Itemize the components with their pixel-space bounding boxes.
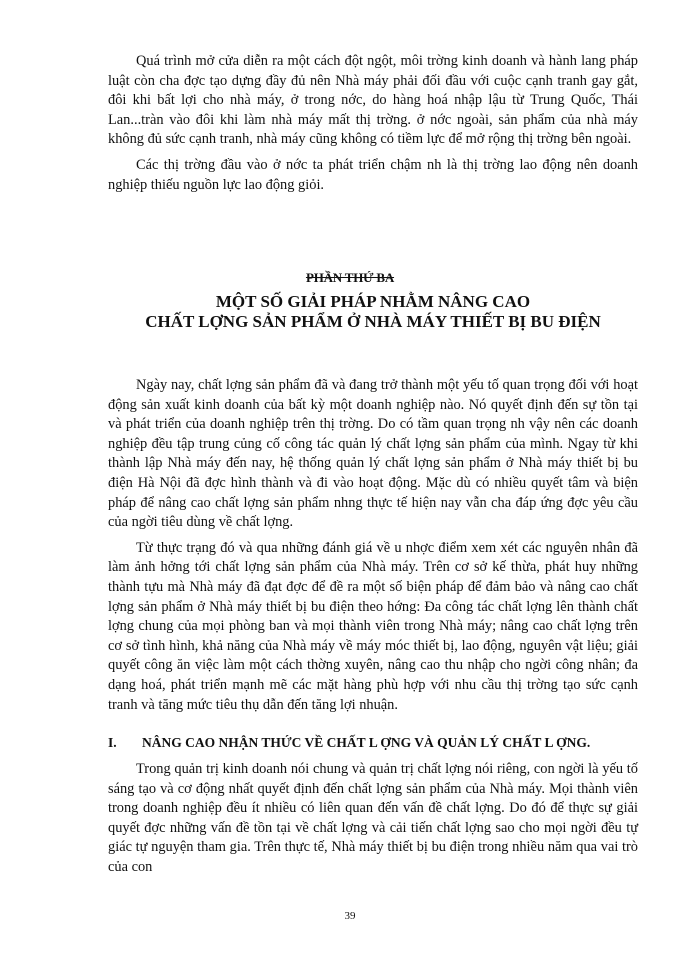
paragraph: Từ thực trạng đó và qua những đánh giá về u nhợc điểm xem xét các nguyên nhân đã làm ảnh hởng tới chất lợng sản phẩm của Nhà máy. Trên cơ sở kế thừa, phát huy những thành tựu mà Nhà máy đã đạt đợc để đề ra một số biện pháp để đảm bảo và nâng cao chất lợng sản phẩm ở Nhà máy thiết bị bu điện theo hớng: Đa công tác chất lợng lên thành chất lợng chung của mọi phòng ban và mọi thành viên trong Nhà máy; nâng cao chất lợng trên cơ sở tình hình, khả năng của Nhà máy về máy móc thiết bị, lao động, nguyên vật liệu; giải quyết công ăn việc làm một cách thờng xuyên, nâng cao thu nhập cho ngời công nhân; đa dạng hoá, phát triển mạnh mẽ các mặt hàng phù hợp với nhu cầu thị trờng tạo sức cạnh tranh và tăng mức tiêu thụ dẫn đến tăng lợi nhuận.	[108, 539, 638, 713]
paragraph: Quá trình mở cửa diễn ra một cách đột ngột, môi trờng kinh doanh và hành lang pháp luật còn cha đợc tạo dựng đầy đủ nên Nhà máy phải đối đầu với cuộc cạnh tranh gay gắt, đôi khi bất lợi cho nhà máy, ở trong nớc, do hàng hoá nhập lậu từ Trung Quốc, Thái Lan...tràn vào đôi khi làm nhà máy mất thị trờng. ở nớc ngoài, sản phẩm của nhà máy không đủ sức cạnh tranh, nhà máy cũng không có tiềm lực để mở rộng thị trờng bên ngoài.	[108, 53, 638, 148]
intro-paragraphs	[108, 52, 638, 201]
section-heading	[108, 735, 638, 751]
page-number: 39	[344, 910, 356, 922]
chapter-title	[108, 292, 638, 332]
paragraph: Trong quản trị kinh doanh nói chung và quản trị chất lợng nói riêng, con ngời là yếu tố sáng tạo và cơ động nhất quyết định đến chất lợng sản phẩm của Nhà máy. Mọi thành viên trong doanh nghiệp đều ít nhiều có liên quan đến vấn đề chất lợng. Do đó để thực sự giải quyết đợc những vấn đề tồn tại về chất lợng và cải tiến chất lợng sao cho mọi ngời đều tự giác tự nguyện tham gia. Trên thực tế, Nhà máy thiết bị bu điện trong nhiều năm qua vai trò của con	[108, 761, 638, 875]
section-paragraphs	[108, 760, 638, 884]
paragraph: Ngày nay, chất lợng sản phẩm đã và đang trở thành một yếu tố quan trọng đối với hoạt động sản xuất kinh doanh của bất kỳ một doanh nghiệp nào. Nó quyết định đến sự tồn tại và phát triển của doanh nghiệp trên thị trờng. Do có tầm quan trọng nh vậy nên các doanh nghiệp đều tập trung củng cố công tác quản lý chất lợng sản phẩm của mình. Ngay từ khi thành lập Nhà máy đến nay, hệ thống quản lý chất lợng sản phẩm ở Nhà máy thiết bị bu điện Hà Nội đã đợc hình thành và đi vào hoạt động. Mặc dù có nhiều quyết tâm và biện pháp để nâng cao chất lợng sản phẩm nhng thực tế hiện nay vẫn cha đáp ứng đợc yêu cầu của ngời tiêu dùng về chất lợng.	[108, 377, 638, 531]
part-label: PHẦN THỨ BA	[305, 270, 395, 285]
section-number: I.	[108, 735, 117, 750]
chapter-title-line: MỘT SỐ GIẢI PHÁP NHẰM NÂNG CAO	[215, 292, 531, 311]
section-title: NÂNG CAO NHẬN THỨC VỀ CHẤT L ỢNG VÀ QUẢN LÝ CHẤT L ỢNG.	[142, 735, 591, 750]
chapter-title-line: CHẤT LỢNG SẢN PHẨM Ở NHÀ MÁY THIẾT BỊ BU ĐIỆN	[145, 312, 601, 331]
chapter-intro-paragraphs	[108, 376, 638, 721]
paragraph: Các thị trờng đầu vào ở nớc ta phát triển chậm nh là thị trờng lao động nên doanh nghiệp thiếu nguồn lực lao động giỏi.	[108, 156, 638, 193]
